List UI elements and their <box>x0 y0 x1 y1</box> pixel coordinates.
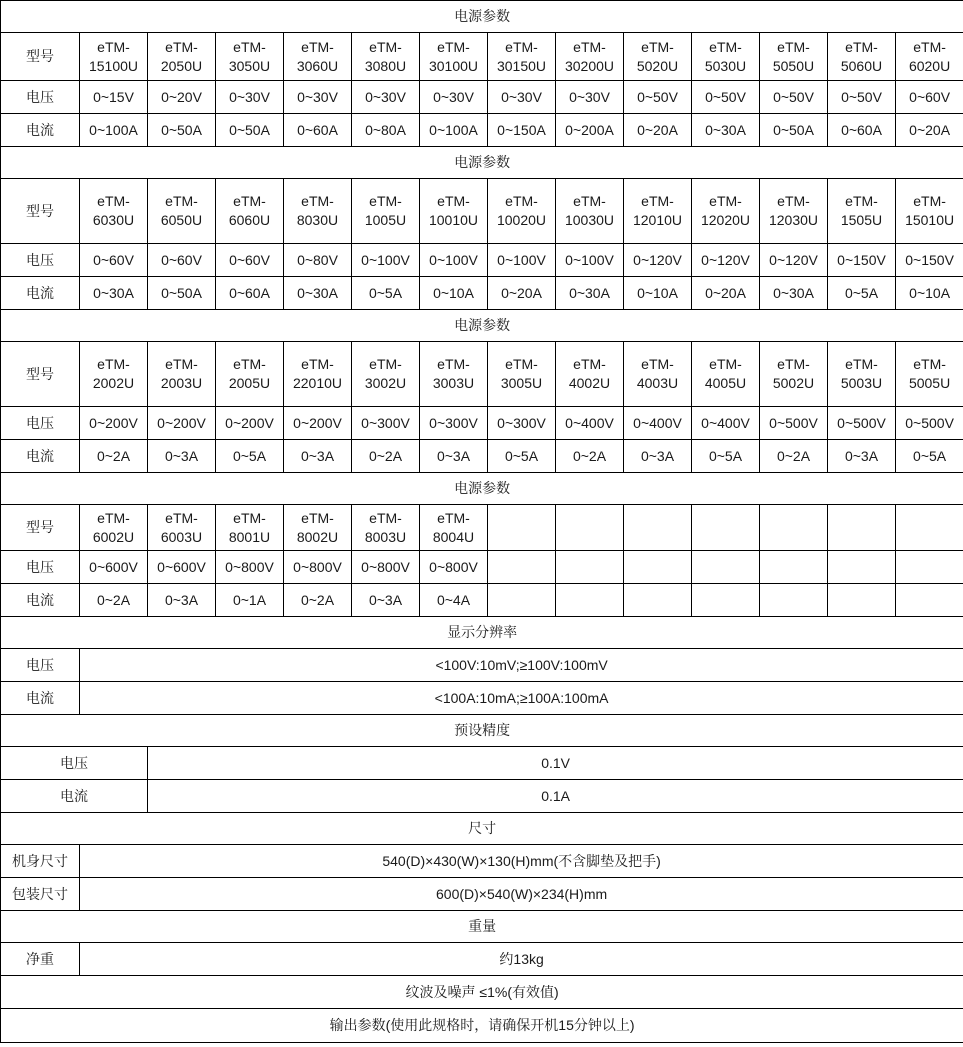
voltage-cell: 0~50V <box>760 81 828 114</box>
model-cell: eTM-10020U <box>488 179 556 244</box>
spec-value: 0.1A <box>148 780 963 813</box>
model-cell: eTM-5003U <box>828 342 896 407</box>
table-row <box>1 179 963 244</box>
voltage-cell: 0~400V <box>556 407 624 440</box>
voltage-cell: 0~500V <box>828 407 896 440</box>
model-cell <box>828 505 896 551</box>
current-cell: 0~3A <box>352 584 420 617</box>
row-label: 包装尺寸 <box>1 878 80 911</box>
current-cell: 0~20A <box>896 114 963 147</box>
voltage-cell: 0~120V <box>624 244 692 277</box>
model-cell: eTM-6030U <box>80 179 148 244</box>
section-header: 显示分辨率 <box>1 617 963 649</box>
weight-section <box>1 911 963 976</box>
table-row <box>1 440 963 473</box>
current-cell <box>488 584 556 617</box>
table-row <box>1 1 963 33</box>
current-cell: 0~100A <box>420 114 488 147</box>
current-cell: 0~5A <box>692 440 760 473</box>
voltage-cell: 0~150V <box>828 244 896 277</box>
voltage-cell: 0~60V <box>80 244 148 277</box>
voltage-cell: 0~200V <box>80 407 148 440</box>
voltage-cell: 0~300V <box>420 407 488 440</box>
ripple-noise-note: 纹波及噪声 ≤1%(有效值) <box>1 976 963 1009</box>
current-cell: 0~2A <box>80 440 148 473</box>
model-cell <box>896 505 963 551</box>
current-cell: 0~4A <box>420 584 488 617</box>
voltage-cell: 0~30V <box>284 81 352 114</box>
model-cell: eTM-5030U <box>692 33 760 81</box>
voltage-cell: 0~800V <box>284 551 352 584</box>
voltage-cell: 0~20V <box>148 81 216 114</box>
model-cell: eTM-12020U <box>692 179 760 244</box>
voltage-cell: 0~30V <box>488 81 556 114</box>
voltage-cell: 0~400V <box>692 407 760 440</box>
current-cell: 0~10A <box>896 277 963 310</box>
table-row <box>1 244 963 277</box>
model-cell: eTM-10010U <box>420 179 488 244</box>
table-row <box>1 584 963 617</box>
row-label: 电压 <box>1 551 80 584</box>
current-cell: 0~2A <box>80 584 148 617</box>
spec-value: 0.1V <box>148 747 963 780</box>
row-label: 电流 <box>1 584 80 617</box>
voltage-cell: 0~800V <box>420 551 488 584</box>
current-cell: 0~50A <box>148 277 216 310</box>
current-cell: 0~80A <box>352 114 420 147</box>
current-cell: 0~3A <box>284 440 352 473</box>
current-cell <box>692 584 760 617</box>
table-row <box>1 1009 963 1043</box>
current-cell <box>896 584 963 617</box>
voltage-cell <box>556 551 624 584</box>
model-cell: eTM-5050U <box>760 33 828 81</box>
current-cell: 0~30A <box>556 277 624 310</box>
current-cell: 0~3A <box>148 584 216 617</box>
voltage-cell <box>828 551 896 584</box>
model-cell: eTM-3060U <box>284 33 352 81</box>
table-row <box>1 780 963 813</box>
row-label: 型号 <box>1 179 80 244</box>
current-cell: 0~10A <box>420 277 488 310</box>
power-section-3 <box>1 310 963 473</box>
current-cell: 0~20A <box>692 277 760 310</box>
spec-value: 540(D)×430(W)×130(H)mm(不含脚垫及把手) <box>80 845 963 878</box>
current-cell: 0~5A <box>352 277 420 310</box>
voltage-cell <box>896 551 963 584</box>
voltage-cell: 0~60V <box>216 244 284 277</box>
current-cell: 0~100A <box>80 114 148 147</box>
voltage-cell: 0~30V <box>216 81 284 114</box>
table-row <box>1 277 963 310</box>
table-row <box>1 473 963 505</box>
model-cell: eTM-2050U <box>148 33 216 81</box>
section-header: 尺寸 <box>1 813 963 845</box>
table-row <box>1 342 963 407</box>
current-cell: 0~3A <box>420 440 488 473</box>
voltage-cell: 0~800V <box>352 551 420 584</box>
voltage-cell: 0~120V <box>692 244 760 277</box>
model-cell: eTM-6002U <box>80 505 148 551</box>
current-cell: 0~50A <box>148 114 216 147</box>
row-label: 电流 <box>1 440 80 473</box>
power-section-1 <box>1 1 963 147</box>
model-cell: eTM-8002U <box>284 505 352 551</box>
voltage-cell: 0~800V <box>216 551 284 584</box>
model-cell: eTM-1505U <box>828 179 896 244</box>
voltage-cell: 0~15V <box>80 81 148 114</box>
model-cell: eTM-6020U <box>896 33 963 81</box>
model-cell: eTM-15100U <box>80 33 148 81</box>
current-cell: 0~10A <box>624 277 692 310</box>
model-cell: eTM-30100U <box>420 33 488 81</box>
row-label: 电流 <box>1 780 148 813</box>
model-cell: eTM-4005U <box>692 342 760 407</box>
model-cell: eTM-3002U <box>352 342 420 407</box>
model-cell: eTM-30150U <box>488 33 556 81</box>
table-row <box>1 147 963 179</box>
power-section-2 <box>1 147 963 310</box>
model-cell: eTM-6050U <box>148 179 216 244</box>
model-cell: eTM-4003U <box>624 342 692 407</box>
model-cell: eTM-2005U <box>216 342 284 407</box>
model-cell <box>760 505 828 551</box>
row-label: 电流 <box>1 114 80 147</box>
current-cell <box>828 584 896 617</box>
model-cell: eTM-12030U <box>760 179 828 244</box>
voltage-cell: 0~100V <box>420 244 488 277</box>
model-cell: eTM-3005U <box>488 342 556 407</box>
power-section-4 <box>1 473 963 617</box>
voltage-cell <box>760 551 828 584</box>
row-label: 型号 <box>1 505 80 551</box>
table-row <box>1 747 963 780</box>
model-cell: eTM-3080U <box>352 33 420 81</box>
voltage-cell: 0~200V <box>148 407 216 440</box>
current-cell: 0~20A <box>624 114 692 147</box>
current-cell: 0~50A <box>216 114 284 147</box>
model-cell <box>556 505 624 551</box>
preset-accuracy-section <box>1 715 963 813</box>
table-row <box>1 845 963 878</box>
table-row <box>1 976 963 1009</box>
section-header: 电源参数 <box>1 310 963 342</box>
voltage-cell: 0~120V <box>760 244 828 277</box>
current-cell: 0~30A <box>692 114 760 147</box>
row-label: 电流 <box>1 277 80 310</box>
row-label: 型号 <box>1 33 80 81</box>
section-header: 电源参数 <box>1 147 963 179</box>
table-row <box>1 310 963 342</box>
model-cell: eTM-8001U <box>216 505 284 551</box>
table-row <box>1 682 963 715</box>
table-row <box>1 943 963 976</box>
voltage-cell: 0~100V <box>556 244 624 277</box>
current-cell: 0~3A <box>624 440 692 473</box>
voltage-cell: 0~600V <box>148 551 216 584</box>
voltage-cell: 0~300V <box>488 407 556 440</box>
current-cell: 0~2A <box>352 440 420 473</box>
model-cell: eTM-3003U <box>420 342 488 407</box>
model-cell <box>624 505 692 551</box>
voltage-cell <box>488 551 556 584</box>
voltage-cell: 0~30V <box>556 81 624 114</box>
voltage-cell: 0~150V <box>896 244 963 277</box>
table-row <box>1 505 963 551</box>
current-cell: 0~30A <box>284 277 352 310</box>
current-cell: 0~30A <box>760 277 828 310</box>
model-cell: eTM-5060U <box>828 33 896 81</box>
voltage-cell: 0~200V <box>216 407 284 440</box>
spec-value: <100A:10mA;≥100A:100mA <box>80 682 963 715</box>
voltage-cell <box>692 551 760 584</box>
table-row <box>1 617 963 649</box>
table-row <box>1 813 963 845</box>
model-cell: eTM-22010U <box>284 342 352 407</box>
footer-notes <box>1 976 963 1043</box>
dimensions-section <box>1 813 963 911</box>
voltage-cell: 0~500V <box>760 407 828 440</box>
row-label: 电压 <box>1 244 80 277</box>
voltage-cell: 0~300V <box>352 407 420 440</box>
voltage-cell: 0~50V <box>692 81 760 114</box>
model-cell <box>488 505 556 551</box>
model-cell: eTM-2003U <box>148 342 216 407</box>
spec-value: 约13kg <box>80 943 963 976</box>
model-cell: eTM-6060U <box>216 179 284 244</box>
current-cell: 0~30A <box>80 277 148 310</box>
model-cell: eTM-15010U <box>896 179 963 244</box>
model-cell: eTM-8004U <box>420 505 488 551</box>
current-cell: 0~5A <box>828 277 896 310</box>
current-cell: 0~3A <box>148 440 216 473</box>
current-cell: 0~150A <box>488 114 556 147</box>
current-cell: 0~60A <box>284 114 352 147</box>
current-cell: 0~5A <box>216 440 284 473</box>
model-cell: eTM-4002U <box>556 342 624 407</box>
row-label: 型号 <box>1 342 80 407</box>
row-label: 电压 <box>1 407 80 440</box>
current-cell <box>760 584 828 617</box>
model-cell: eTM-8030U <box>284 179 352 244</box>
current-cell <box>556 584 624 617</box>
section-header: 电源参数 <box>1 1 963 33</box>
voltage-cell: 0~400V <box>624 407 692 440</box>
output-params-note: 输出参数(使用此规格时，请确保开机15分钟以上) <box>1 1009 963 1043</box>
current-cell: 0~2A <box>284 584 352 617</box>
current-cell: 0~2A <box>760 440 828 473</box>
section-header: 电源参数 <box>1 473 963 505</box>
table-row <box>1 878 963 911</box>
current-cell: 0~20A <box>488 277 556 310</box>
row-label: 净重 <box>1 943 80 976</box>
current-cell: 0~60A <box>828 114 896 147</box>
current-cell <box>624 584 692 617</box>
model-cell: eTM-30200U <box>556 33 624 81</box>
voltage-cell <box>624 551 692 584</box>
display-resolution-section <box>1 617 963 715</box>
table-row <box>1 33 963 81</box>
current-cell: 0~5A <box>896 440 963 473</box>
model-cell: eTM-5002U <box>760 342 828 407</box>
model-cell: eTM-1005U <box>352 179 420 244</box>
table-row <box>1 911 963 943</box>
voltage-cell: 0~60V <box>148 244 216 277</box>
table-row <box>1 551 963 584</box>
model-cell: eTM-10030U <box>556 179 624 244</box>
section-header: 重量 <box>1 911 963 943</box>
current-cell: 0~3A <box>828 440 896 473</box>
voltage-cell: 0~100V <box>488 244 556 277</box>
model-cell: eTM-8003U <box>352 505 420 551</box>
current-cell: 0~2A <box>556 440 624 473</box>
model-cell: eTM-12010U <box>624 179 692 244</box>
voltage-cell: 0~60V <box>896 81 963 114</box>
model-cell: eTM-2002U <box>80 342 148 407</box>
voltage-cell: 0~500V <box>896 407 963 440</box>
voltage-cell: 0~30V <box>352 81 420 114</box>
row-label: 电压 <box>1 747 148 780</box>
model-cell: eTM-6003U <box>148 505 216 551</box>
voltage-cell: 0~80V <box>284 244 352 277</box>
row-label: 电压 <box>1 81 80 114</box>
current-cell: 0~200A <box>556 114 624 147</box>
table-row <box>1 114 963 147</box>
current-cell: 0~1A <box>216 584 284 617</box>
table-row <box>1 649 963 682</box>
model-cell <box>692 505 760 551</box>
model-cell: eTM-5020U <box>624 33 692 81</box>
model-cell: eTM-3050U <box>216 33 284 81</box>
row-label: 电流 <box>1 682 80 715</box>
section-header: 预设精度 <box>1 715 963 747</box>
spec-value: <100V:10mV;≥100V:100mV <box>80 649 963 682</box>
voltage-cell: 0~50V <box>624 81 692 114</box>
row-label: 电压 <box>1 649 80 682</box>
row-label: 机身尺寸 <box>1 845 80 878</box>
table-row <box>1 407 963 440</box>
table-row <box>1 715 963 747</box>
current-cell: 0~5A <box>488 440 556 473</box>
voltage-cell: 0~50V <box>828 81 896 114</box>
table-row <box>1 81 963 114</box>
voltage-cell: 0~200V <box>284 407 352 440</box>
current-cell: 0~50A <box>760 114 828 147</box>
voltage-cell: 0~30V <box>420 81 488 114</box>
spec-value: 600(D)×540(W)×234(H)mm <box>80 878 963 911</box>
voltage-cell: 0~600V <box>80 551 148 584</box>
voltage-cell: 0~100V <box>352 244 420 277</box>
current-cell: 0~60A <box>216 277 284 310</box>
model-cell: eTM-5005U <box>896 342 963 407</box>
